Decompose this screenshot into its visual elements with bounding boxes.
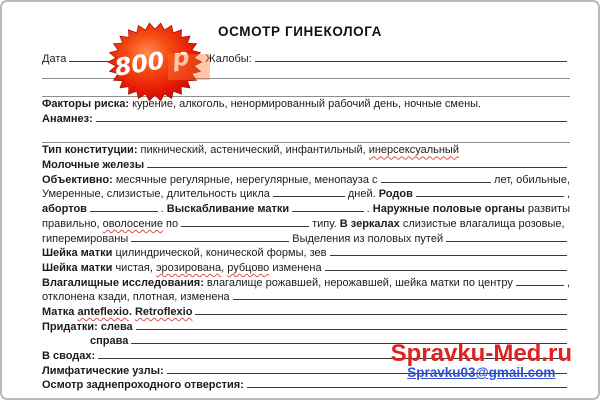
- blank-field-line: [330, 255, 568, 256]
- label-text: дней.: [347, 188, 379, 201]
- spellcheck-word: эрозирована: [155, 261, 222, 274]
- label-text: Молочные железы: [42, 159, 145, 172]
- label-text: развиты: [524, 203, 570, 216]
- label-text: слизистые влагалища розовые,: [399, 217, 565, 230]
- form-row: [42, 276, 570, 291]
- form-row: [42, 187, 570, 202]
- label-text: Придатки: слева: [42, 320, 133, 333]
- blank-field-line: [96, 121, 567, 122]
- label-text: В зеркалах: [339, 217, 400, 230]
- label-text: типу.: [312, 217, 340, 230]
- label-text: В сводах:: [42, 350, 96, 362]
- label-text: изменена: [269, 261, 322, 274]
- label-text: Факторы риска:: [42, 98, 130, 110]
- form-row: [42, 320, 570, 335]
- blank-field-line: [446, 241, 567, 242]
- label-text: Анамнез:: [42, 112, 93, 125]
- watermark-email-text: Spravku03@gmail.com: [407, 365, 556, 380]
- blank-field-line: [131, 241, 289, 242]
- label-text: Наружные половые органы: [372, 203, 525, 216]
- form-row: [42, 173, 570, 188]
- label-text: Тип конституции:: [42, 144, 138, 157]
- form-row: [42, 112, 570, 127]
- watermark-site-text: Spravku-Med.ru: [390, 340, 572, 367]
- label-text: Шейка матки: [42, 261, 113, 274]
- label-text: пикнический, астенический, инфантильный,: [137, 144, 369, 157]
- form-row: [42, 217, 570, 232]
- label-text: Выделения из половых путей: [292, 232, 444, 245]
- blank-field-line: [147, 167, 567, 168]
- form-row: [42, 158, 570, 173]
- label-text: Дата: [42, 53, 67, 65]
- label-text: справа: [90, 335, 129, 348]
- label-text: Умеренные, слизистые, длительность цикла: [42, 188, 270, 201]
- label-text: правильно,: [42, 217, 103, 230]
- label-text: абортов: [42, 203, 87, 216]
- form-row: [42, 246, 570, 261]
- blank-field-line: [181, 226, 309, 227]
- label-text: месячные регулярные, нерегулярные, менопауза с: [112, 173, 378, 186]
- badge-price-text: 800 р: [112, 42, 192, 82]
- spellcheck-word: оволосение: [102, 217, 163, 230]
- form-row: [42, 232, 570, 247]
- label-text: Осмотр заднепроходного отверстия:: [42, 379, 244, 392]
- form-row: [42, 305, 570, 320]
- label-text: цилиндрической, конической формы, зев: [112, 247, 327, 260]
- form-row: [42, 290, 570, 305]
- label-text: влагалище рожавшей, нерожавшей, шейка матки по центру: [203, 276, 513, 289]
- label-text: гиперемированы: [42, 232, 129, 245]
- blank-field-line: [273, 196, 345, 197]
- blank-field-line: [292, 211, 363, 212]
- label-text: чистая,: [112, 261, 156, 274]
- blank-field-line: [255, 61, 567, 62]
- label-text: Лимфатические узлы:: [42, 364, 164, 377]
- label-text: .: [160, 203, 167, 216]
- label-text: Выскабливание матки: [166, 203, 290, 216]
- blank-field-line: [325, 270, 567, 271]
- blank-field-line: [416, 196, 564, 197]
- label-text: курение, алкоголь, ненормированный рабочий день, ночные смены.: [129, 98, 482, 110]
- label-text: .: [366, 203, 373, 216]
- label-text: ,: [221, 261, 228, 274]
- ruled-line: [42, 126, 570, 143]
- blank-field-line: [90, 211, 158, 212]
- blank-field-line: [233, 299, 567, 300]
- spellcheck-word: инерсексуальный: [368, 144, 459, 157]
- blank-field-line: [195, 314, 567, 315]
- label-text: Влагалищные исследования:: [42, 276, 204, 289]
- label-text: Объективно:: [42, 173, 113, 186]
- label-text: Жалобы:: [202, 53, 252, 65]
- page-title: ОСМОТР ГИНЕКОЛОГА: [217, 24, 383, 39]
- label-text: Матка: [42, 305, 78, 318]
- blank-field-line: [247, 387, 567, 388]
- label-text: ,: [566, 188, 570, 201]
- label-text: Родов: [378, 188, 413, 201]
- form-row: [42, 261, 570, 276]
- label-text: ,: [566, 276, 570, 289]
- orange-artifact-overlay: [168, 54, 210, 80]
- label-text: Шейка матки: [42, 247, 113, 260]
- spellcheck-word: Retroflexio: [134, 305, 193, 318]
- label-text: по: [162, 217, 179, 230]
- blank-field-line: [136, 329, 567, 330]
- form-row: [42, 202, 570, 217]
- watermark: [391, 342, 572, 381]
- blank-field-line: [381, 182, 492, 183]
- label-text: лет, обильные,: [494, 173, 570, 186]
- form-row: [42, 143, 570, 158]
- blank-field-line: [516, 285, 564, 286]
- label-text: .: [128, 305, 135, 318]
- spellcheck-word: рубцово: [227, 261, 270, 274]
- spellcheck-word: anteflexio: [77, 305, 129, 318]
- label-text: отклонена кзади, плотная, изменена: [42, 291, 230, 304]
